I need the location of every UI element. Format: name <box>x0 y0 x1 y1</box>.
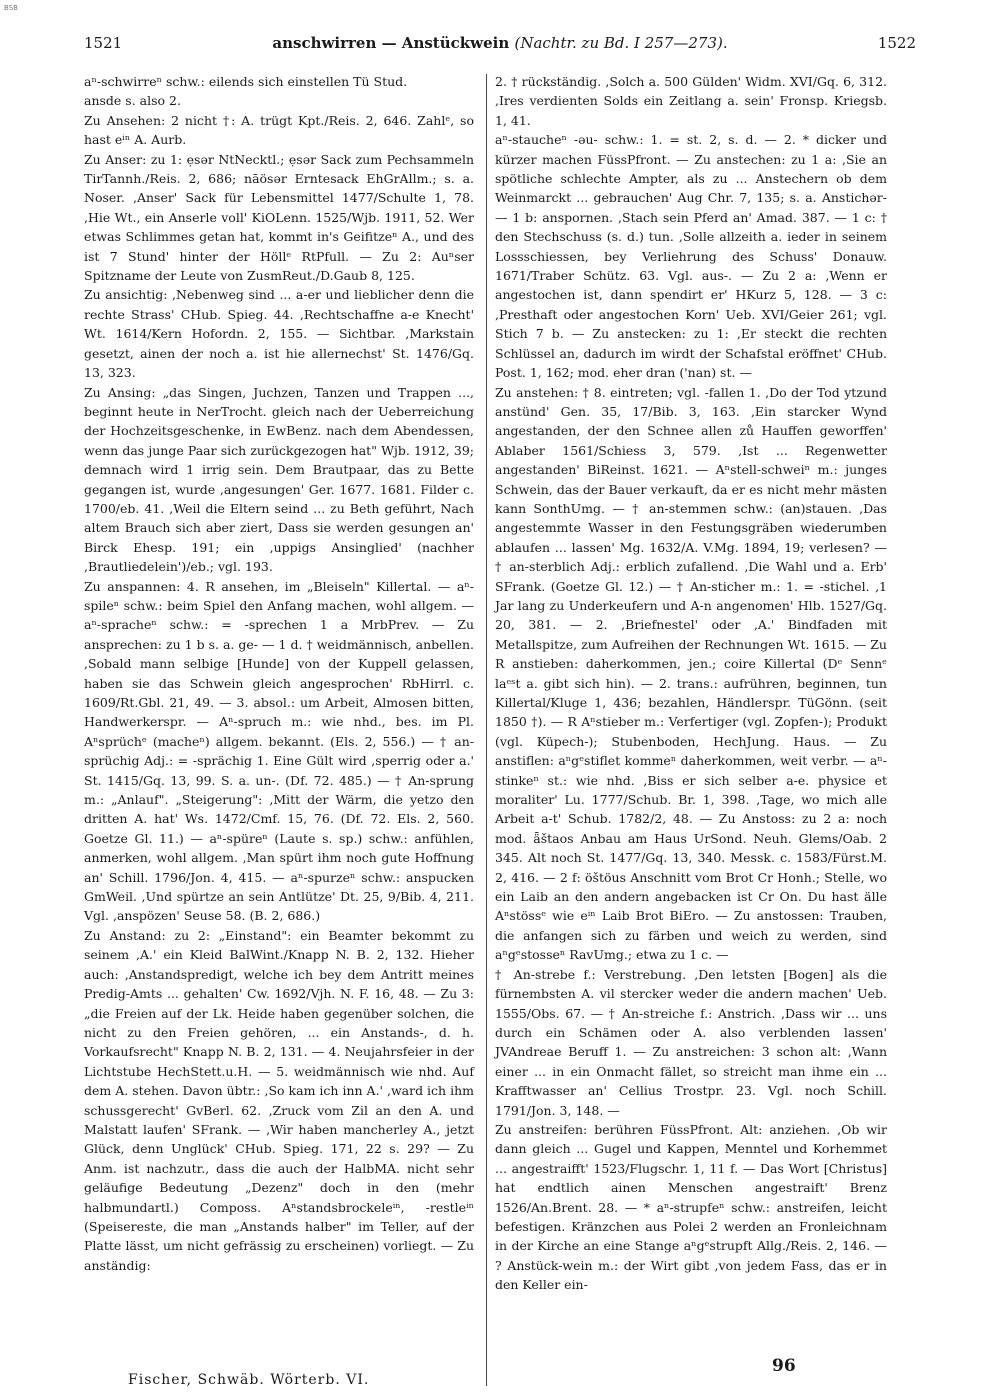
page-number-right: 1522 <box>877 34 916 52</box>
column-divider <box>486 74 487 1386</box>
entry-paragraph: 2. † rückständig. ,Solch a. 500 Gülden' Widm. XVI/Gq. 6, 312. ,Ires verdienten Solds ein Zeitlang a. sein' Fronsp. Kriegsb. 1, 41. <box>495 74 887 128</box>
entry-paragraph: Zu anstreifen: berühren FüssPfront. Alt: anziehen. ,Ob wir dann gleich ... Gugel und Kappen, Menntel und Korhemmet ... angestraifft' 1523/Flugschr. 1, 11 f. — Das Wort [Christus] hat endtlich ainen Menschen angestraift' Brenz 1526/An.Brent. 28. — * aⁿ-strupfeⁿ schw.: anstreifen, leicht befestigen. Kränzchen aus Polei 2 werden an Fronleichnam in der Kirche an eine Stange aⁿgᵉstrupft Allg./Reis. 2, 146. — ? Anstück-wein m.: der Wirt gibt ,von jedem Fass, das er in den Keller ein- <box>495 1121 887 1293</box>
entry-paragraph: Zu Anser: zu 1: ẹsər NtNecktl.; ẹsər Sack zum Pechsammeln TirTannh./Reis. 2, 686; nāösər Erntesack EhGrAllm.; s. a. Noser. ,Anser' Sack für Lebensmittel 1477/Schulte 1, 78. ,Hie Wt., ein Anserle voll' KiOLenn. 1525/Wjb. 1911, 52. Wer etwas Schlimmes getan hat, kommt in's Geifitzeⁿ A., und des ist 7 Stund' hinter der Höllᵉ RtPfull. — Zu 2: Auⁿser Spitzname der Leute von ZusmReut./D.Gaub 8, 125. <box>84 151 474 284</box>
entry-paragraph: Zu Ansehen: 2 nicht †: A. trügt Kpt./Reis. 2, 646. Zahlᵉ, so hast eⁱⁿ A. Aurb. <box>84 112 474 148</box>
header-title-note: (Nachtr. zu Bd. I 257—273). <box>514 34 728 52</box>
running-header <box>84 34 916 58</box>
entry-paragraph: Zu anspannen: 4. R ansehen, im „Bleiseln" Killertal. — aⁿ-spileⁿ schw.: beim Spiel den Anfang machen, wohl allgem. — aⁿ-spracheⁿ schw.: = -sprechen 1 a MrbPrev. — Zu ansprechen: zu 1 b s. a. ge- — 1 d. † weidmännisch, anbellen. ,Sobald mann selbige [Hunde] von der Kuppell gelassen, haben sie das Schwein gleich angesprochen' RbHirrl. c. 1609/Rt.Gbl. 21, 49. — 3. absol.: um Arbeit, Almosen bitten, Handwerkerspr. — Aⁿ-spruch m.: wie nhd., bes. im Pl. Aⁿsprüchᵉ (macheⁿ) allgem. bekannt. (Els. 2, 556.) — † an-sprüchig Adj.: = -sprächig 1. Eine Gült wird ,sperrig oder a.' St. 1415/Gq. 13, 99. S. a. un-. (Df. 72. 485.) — † An-sprung m.: „Anlauf". „Steigerung": ,Mitt der Wärm, die yetzo den dritten A. hat' Ws. 1472/Cmf. 15, 76. (Df. 72. Els. 2, 560. Goetze Gl. 11.) — aⁿ-spüreⁿ (Laute s. sp.) schw.: anfühlen, anmerken, wohl allgem. ,Man spürt ihm noch gute Hoffnung an' Schill. 1796/Jon. 4, 415. — aⁿ-spurzeⁿ schw.: anspucken GmWeil. ,Und spürtze an sein Antlütze' Dt. 25, 9/Bib. 4, 211. Vgl. ,anspözen' Seuse 58. (B. 2, 686.) <box>84 578 474 924</box>
entry-paragraph: aⁿ-staucheⁿ -əu- schw.: 1. = st. 2, s. d. — 2. * dicker und kürzer machen FüssPfront. — Zu anstechen: zu 1 a: ,Sie an spötliche schlechte Ampter, als zu ... Anstechern ob dem Weinmarckt ... gebrauchen' Aug Chr. 7, 135; s. a. Anstichər- — 1 b: anspornen. ,Stach sein Pferd an' Amad. 387. — 1 c: † den Stechschuss (s. d.) tun. ,Solle allzeith a. ieder in seinem Lossschiessen, bey Verliehrung des Schuss' Donauw. 1671/Traber Schütz. 63. Vgl. aus-. — Zu 2 a: ,Wenn er angestochen ist, dann spendirt er' HKurz 5, 128. — 3 c: ,Presthaft oder angestochen Korn' Ueb. XVI/Geier 261; vgl. Stich 7 b. — Zu anstecken: zu 1: ,Er steckt die rechten Schlüssel an, dadurch im wirdt der Schafstal eröffnet' CHub. Post. 1, 162; mod. eher dran ('nan) st. — <box>495 132 887 381</box>
sheet-number: 96 <box>772 1356 796 1376</box>
right-column <box>495 72 887 1295</box>
entry-paragraph: Zu ansichtig: ,Nebenweg sind ... a-er und lieblicher denn die rechte Strass' CHub. Spieg. 44. ,Rechtschaffne a-e Knecht' Wt. 1614/Kern Hofordn. 2, 155. — Sichtbar. ,Markstain gesetzt, ainen der noch a. ist hie allernechst' St. 1476/Gq. 13, 323. <box>84 287 474 381</box>
entry-paragraph: aⁿ-schwirreⁿ schw.: eilends sich einstellen Tü Stud. <box>84 74 408 89</box>
entry-paragraph: Zu Ansing: „das Singen, Juchzen, Tanzen und Trappen ..., beginnt heute in NerTrocht. gleich nach der Ueberreichung der Hochzeitsgeschenke, in EwBenz. nach dem Abendessen, wenn das junge Paar sich zurückgezogen hat" Wjb. 1912, 39; demnach wird 1 irrig sein. Dem Brautpaar, das zu Bette gegangen ist, wurde ,angesungen' Ger. 1677. 1681. Filder c. 1700/eb. 41. ,Weil die Eltern seind ... zu Beth geführt, Nach altem Brauch sich aber ziert, Dass sie werden gesungen an' Birck Ehesp. 191; ein ,uppigs Ansinglied' (nachher ,Brautliedelein')/eb.; vgl. 193. <box>84 384 474 575</box>
entry-paragraph: Zu Anstand: zu 2: „Einstand": ein Beamter bekommt zu seinem ,A.' ein Kleid BalWint./Knapp N. B. 2, 132. Hieher auch: ,Anstandspredigt, welche ich bey dem Antritt meines Predig-Amts ... gehalten' Cw. 1692/Vjh. N. F. 16, 48. — Zu 3: „die Freien auf der Lk. Heide haben gegenüber solchen, die nicht zu den Freien gehören, ... ein Anstands-, d. h. Vorkaufsrecht" Knapp N. B. 2, 131. — 4. Neujahrsfeier in der Lichtstube HechStett.u.H. — 5. weidmännisch wie nhd. Auf dem A. stehen. Davon übtr.: ,So kam ich inn A.' ,ward ich ihm schussgerecht' GvBerl. 62. ,Zruck vom Zil an den A. und Malstatt laufen' SFrank. — ,Wir haben mancherley A., jetzt Glück, denn Unglück' CHub. Spieg. 171, 22 s. 29? — Zu Anm. ist nachzutr., dass die auch der HalbMA. nicht sehr geläufige Bedeutung „Dezenz" doch in den (mehr halbmundartl.) Composs. Aⁿstandsbrockeleⁱⁿ, -restleⁱⁿ (Speisereste, die man „Anstands halber" im Teller, auf der Platte lässt, um nicht gefrässig zu erscheinen) vorliegt. — Zu anständig: <box>84 927 474 1273</box>
entry-paragraph: ansde s. also 2. <box>84 93 181 109</box>
library-mark: BSB <box>4 4 18 12</box>
entry-paragraph: † An-strebe f.: Verstrebung. ,Den letsten [Bogen] als die fürnembsten A. vil stercker weder die andern machen' Ueb. 1555/Obs. 67. — † An-streiche f.: Anstrich. ,Dass wir ... uns durch ein Schämen oder A. also verblenden lassen' JVAndreae Beruff 1. — Zu anstreichen: 3 schon alt: ,Wann einer ... in ein Onmacht fället, so streicht man ihme ein ... Krafftwasser an' Cellius Trostpr. 23. Vgl. noch Schill. 1791/Jon. 3, 148. — <box>495 966 887 1118</box>
entry-paragraph: Zu anstehen: † 8. eintreten; vgl. -fallen 1. ,Do der Tod ytzund anstünd' Gen. 35, 17/Bib. 3, 163. ,Ein starcker Wynd angestanden, der den Schnee allen zů Hauffen geworffen' Ablaber 1561/Schiess 3, 579. ,Ist ... Regenwetter angestanden' BiReinst. 1621. — Aⁿstell-schweiⁿ m.: junges Schwein, das der Bauer verkauft, da er es nicht mehr mästen kann SonthUmg. — † an-stemmen schw.: (an)stauen. ,Das angestemmte Wasser in den Festungsgräben wiederumben ablaufen ... lassen' Mg. 1632/A. V.Mg. 1894, 19; verlesen? — † an-sterblich Adj.: erblich zufallend. ,Die Wahl und a. Erb' SFrank. (Goetze Gl. 12.) — † An-sticher m.: 1. = -stichel. ,1 Jar lang zu Underkeufern und A-n angenomen' Hlb. 1527/Gq. 20, 381. — 2. ,Briefnestel' oder ,A.' Bindfaden mit Metallspitze, zum Aufreihen der Rechnungen Wt. 1615. — Zu R anstieben: daherkommen, jen.; coire Killertal (Dᵉ Sennᵉ laᵉˢt a. gibt sich hin). — 2. trans.: aufrühren, beginnen, tun Killertal/Kluge 1, 436; bezahlen, Händlerspr. TüGönn. (seit 1850 †). — R Aⁿstieber m.: Verfertiger (vgl. Zopfen-); Produkt (vgl. Küpech-); Stubenboden, HechJung. Haus. — Zu anstiflen: aⁿgᵉstiflet kommeⁿ daherkommen, weit verbr. — aⁿ-stinkeⁿ st.: wie nhd. ,Biss er sich selber a-e. physice et moraliter' Lu. 1777/Schub. Br. 1, 398. ,Tage, wo mich alle Arbeit a-t' Schub. 1782/2, 48. — Zu Anstoss: zu 2 a: noch mod. ǟštaos Anbau am Haus UrSond. Neuh. Glems/Oab. 2 345. Alt noch St. 1477/Gq. 13, 340. Messk. c. 1583/Fürst.M. 2, 416. — 2 f: öštöus Anschnitt vom Brot Cr Honh.; Stelle, wo ein Laib an den andern angebacken ist Cr On. Du hast älle Aⁿstössᵉ wie eⁱⁿ Laib Brot BiEro. — Zu anstossen: Trauben, die anfangen sich zu färben und weich zu werden, sind aⁿgᵉstosseⁿ RavUmg.; etwa zu 1 c. — <box>495 384 887 963</box>
left-column <box>84 72 474 1275</box>
printer-signature: Fischer, Schwäb. Wörterb. VI. <box>128 1372 370 1388</box>
header-title-main: anschwirren — Anstückwein <box>272 34 510 52</box>
header-title <box>272 34 727 52</box>
page-number-left: 1521 <box>84 34 123 52</box>
